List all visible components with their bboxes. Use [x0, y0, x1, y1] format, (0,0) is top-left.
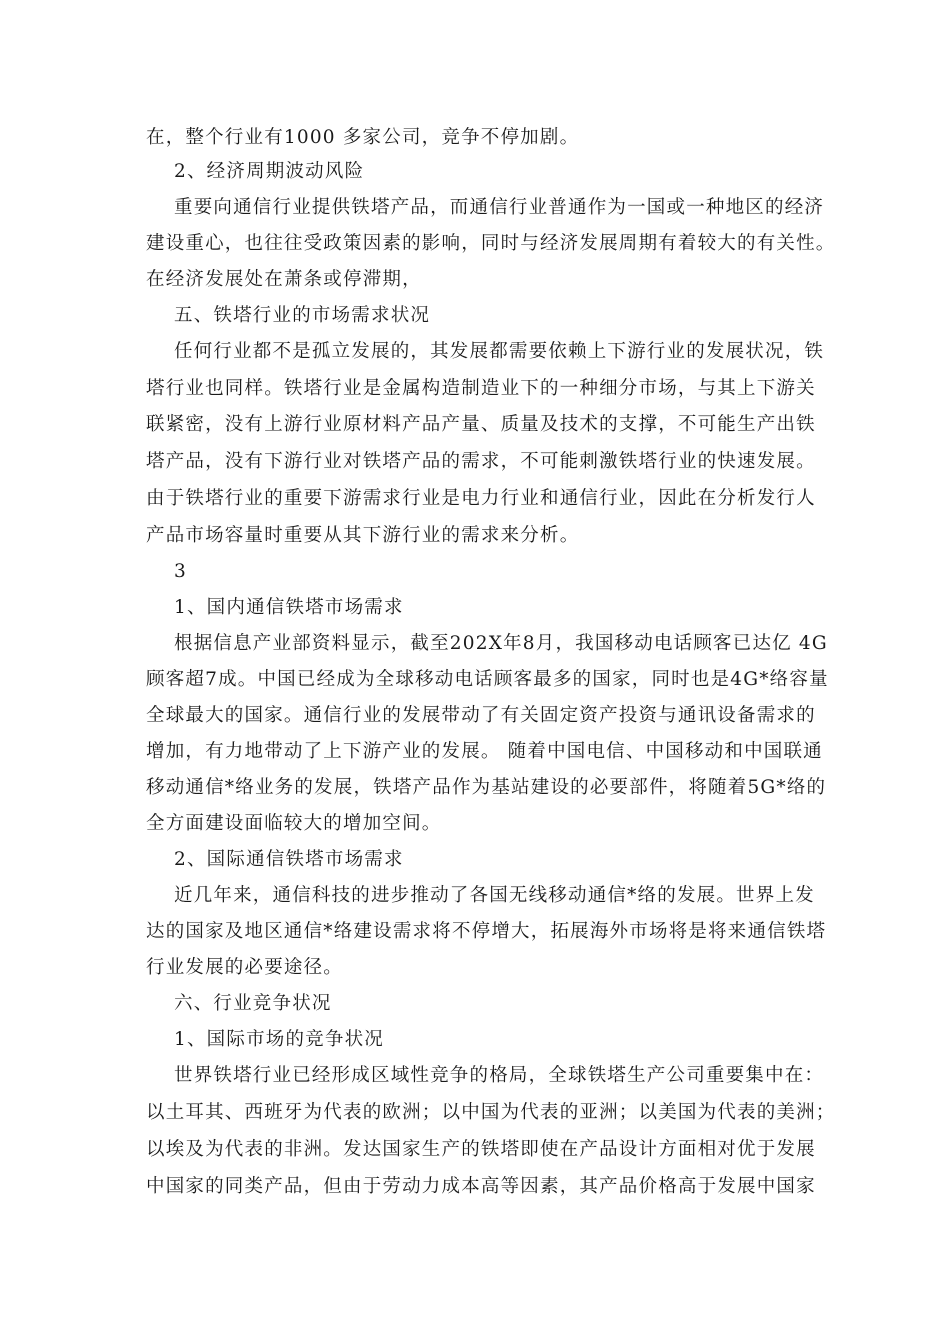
text-line: 移动通信*络业务的发展，铁塔产品作为基站建设的必要部件，将随着5G*络的 — [146, 777, 827, 798]
text-line: 重要向通信行业提供铁塔产品，而通信行业普通作为一国或一种地区的经济 — [174, 197, 825, 218]
text-line: 以埃及为代表的非洲。发达国家生产的铁塔即使在产品设计方面相对优于发展 — [146, 1139, 816, 1160]
text-line: 建设重心，也往往受政策因素的影响，同时与经济发展周期有着较大的有关性。 — [146, 233, 836, 254]
section-heading: 1、国内通信铁塔市场需求 — [174, 597, 404, 618]
page-number-marker: 3 — [174, 561, 187, 582]
text-line: 增加，有力地带动了上下游产业的发展。 随着中国电信、中国移动和中国联通 — [146, 741, 823, 762]
section-heading: 2、经济周期波动风险 — [174, 161, 365, 182]
text-line: 全方面建设面临较大的增加空间。 — [146, 813, 442, 834]
text-line: 世界铁塔行业已经形成区域性竞争的格局，全球铁塔生产公司重要集中在： — [174, 1065, 825, 1086]
text-line: 行业发展的必要途径。 — [146, 957, 344, 978]
text-line: 在经济发展处在萧条或停滞期， — [146, 269, 422, 290]
text-line: 在，整个行业有1000 多家公司，竞争不停加剧。 — [146, 127, 580, 148]
text-line: 中国家的同类产品，但由于劳动力成本高等因素，其产品价格高于发展中国家 — [146, 1176, 816, 1197]
text-line: 联紧密，没有上游行业原材料产品产量、质量及技术的支撑，不可能生产出铁 — [146, 414, 816, 435]
text-line: 任何行业都不是孤立发展的，其发展都需要依赖上下游行业的发展状况，铁 — [174, 341, 825, 362]
text-line: 全球最大的国家。通信行业的发展带动了有关固定资产投资与通讯设备需求的 — [146, 705, 816, 726]
section-heading: 六、行业竞争状况 — [174, 993, 332, 1014]
text-line: 顾客超7成。中国已经成为全球移动电话顾客最多的国家，同时也是4G*络容量 — [146, 669, 829, 690]
text-line: 近几年来，通信科技的进步推动了各国无线移动通信*络的发展。世界上发 — [174, 885, 815, 906]
text-line: 根据信息产业部资料显示，截至202X年8月，我国移动电话顾客已达亿 4G — [174, 633, 828, 654]
text-line: 塔产品，没有下游行业对铁塔产品的需求，不可能刺激铁塔行业的快速发展。 — [146, 451, 816, 472]
section-heading: 五、铁塔行业的市场需求状况 — [174, 305, 431, 326]
text-line: 达的国家及地区通信*络建设需求将不停增大，拓展海外市场将是将来通信铁塔 — [146, 921, 827, 942]
section-heading: 2、国际通信铁塔市场需求 — [174, 849, 404, 870]
text-line: 产品市场容量时重要从其下游行业的需求来分析。 — [146, 525, 580, 546]
section-heading: 1、国际市场的竞争状况 — [174, 1029, 384, 1050]
text-line: 塔行业也同样。铁塔行业是金属构造制造业下的一种细分市场，与其上下游关 — [146, 378, 816, 399]
text-line: 以土耳其、西班牙为代表的欧洲；以中国为代表的亚洲；以美国为代表的美洲； — [146, 1102, 836, 1123]
text-line: 由于铁塔行业的重要下游需求行业是电力行业和通信行业，因此在分析发行人 — [146, 488, 816, 509]
